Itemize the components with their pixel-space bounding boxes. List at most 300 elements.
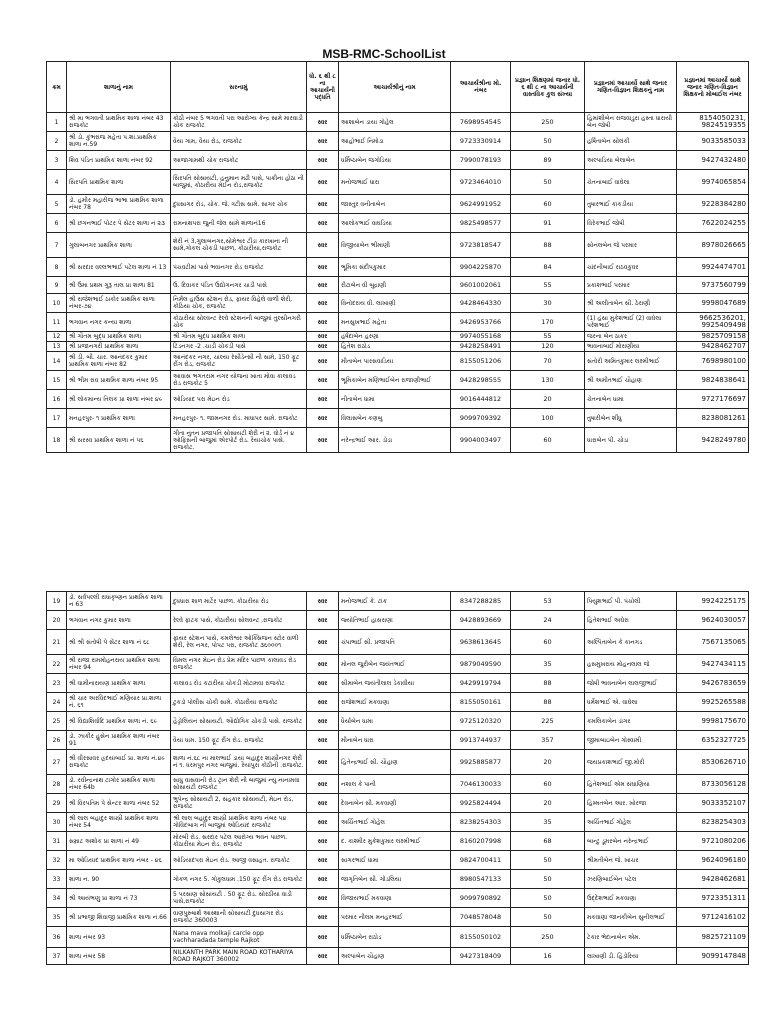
table-cell: 9925265588 <box>677 693 749 712</box>
table-cell: 9033352107 <box>677 794 749 813</box>
table-cell: શ્રી પ્રભાજી શિવાજી પ્રાથમિક શાળા નં.66 <box>67 908 171 927</box>
table-cell: જ્યોતિભાઈ હાસરાણા <box>339 611 451 630</box>
table-row <box>47 233 749 258</box>
table-row <box>47 371 749 390</box>
table-row <box>47 132 749 151</box>
table-cell: મોરબી રોડ. સરદાર પટેલ આરોગ્ય ભવન પાછળ. કોઠારીયા મેઇન રોડ. રાજકોટ <box>171 832 307 851</box>
table-cell: 20 <box>511 794 585 813</box>
table-cell: નિર્મલ હાઉસ સ્ટેશન રોડ, ફાયર વિહેલે વાળી શેરી, કોઠિયા ચોક, રાજકોટ <box>171 294 307 313</box>
table-cell: 100 <box>511 409 585 428</box>
table-cell: 17 <box>47 409 67 428</box>
table-cell: સ્વર <box>307 592 339 611</box>
table-cell: 357 <box>511 731 585 750</box>
table-cell: 60 <box>511 428 585 453</box>
table-cell: સ્વર <box>307 794 339 813</box>
table-cell: સ્વર <box>307 870 339 889</box>
table-cell: 20 <box>511 750 585 775</box>
table-cell: 6352327725 <box>677 731 749 750</box>
table-cell: 37 <box>47 948 67 965</box>
table-cell: શ્રી સરસ્વ પ્રાથમિક શાળા નં ૫૬ <box>67 428 171 453</box>
table-cell: ચાંદનીબાઈ રાઠવકુવર <box>585 258 677 277</box>
table-cell: 12 <box>47 332 67 342</box>
table-cell: આજાગામથી ચોક રાજકોટ <box>171 151 307 170</box>
table-cell: 8155050102 <box>451 927 511 948</box>
table-row <box>47 258 749 277</box>
table-cell: અલ્પાબેન ચૌહાણ <box>339 948 451 965</box>
table-cell: 9033585033 <box>677 132 749 151</box>
table-cell: હૈડ્રોલિયન સોસાયટી. ઔદ્યોગિક ચોકડી પાસે. રાજકોટ <box>171 712 307 731</box>
table-row <box>47 630 749 655</box>
table-cell: જયપ્રકાશભાઈ જી.મોરી <box>585 750 677 775</box>
table-cell: 36 <box>47 927 67 948</box>
table-row <box>47 409 749 428</box>
table-cell: શ્રી રાજા રામમોહનરાય પ્રાથમિક શાળા નંબર 94 <box>67 655 171 674</box>
table-cell: જાસ્તુર વનીતાબેન <box>339 195 451 214</box>
table-cell: કોઠી નંબર 5 ભગવતી પરા આરોગ્ય કેન્દ્ર સામે મારવાડી ચોક રાજકોટ <box>171 113 307 132</box>
table-cell: 9924225175 <box>677 592 749 611</box>
table-cell: 20 <box>511 390 585 409</box>
table-cell: ચંપાભાઈ સી. પ્રજાપતિ <box>339 630 451 655</box>
table-cell: મનહરપુર- ૧ પ્રાથમિક શાળા <box>67 409 171 428</box>
table-cell: કોઠારીયા સોલ્વન્ટ રેલ્વે સ્ટેશનની બાજુમાં તુલ્સીનગરી ચોક <box>171 313 307 332</box>
table-cell: સોનલબેન જે પરમાર <box>585 233 677 258</box>
table-cell: ગીતા નુતન પ્રજાપતિ સોસાયટી શેરી નં ૨. વોર્ડ નં ૪ ઓફિસની બાજુમાં એરપોર્ટ રોડ. રૈયાચોક પાસે. રાજકોટ. <box>171 428 307 453</box>
table-cell: સીમાબેન જયંતીલાલ ડેકાવીયા <box>339 674 451 693</box>
table-cell: 9624991952 <box>451 195 511 214</box>
table-cell: વાણપુરુષાર્થ આસ્થાની સોસાયટી દુધસાગર રોડ રાજકોટ 360003 <box>171 908 307 927</box>
table-cell: ગુલાબનગર પ્રાથમિક શાળા <box>67 233 171 258</box>
table-cell: 55 <box>511 332 585 342</box>
table-cell: 8530626710 <box>677 750 749 775</box>
table-cell: ડો. રવીન્દ્રનાથ ટાગોર પ્રાથમિક શાળા નંબર 64b <box>67 775 171 794</box>
table-cell: શ્રી અલીતાબેન સી. ઠેરાણી <box>585 294 677 313</box>
table-cell: 35 <box>511 655 585 674</box>
table-cell: 24 <box>47 693 67 712</box>
table-cell: 7990078193 <box>451 151 511 170</box>
table-cell: ચેતનાબેન ધામા <box>585 390 677 409</box>
table-cell: 9998175670 <box>677 712 749 731</box>
table-cell: 8155050161 <box>451 693 511 712</box>
table-cell: પિયુશભાઈ પી. પંચોલી <box>585 592 677 611</box>
table-cell: શ્રી રાજેશભાઈ ઠાકોર પ્રાથમિક શાળા નંબર-૭૪ <box>67 294 171 313</box>
table-cell: વિજીયાબેન ભીમાણી <box>339 233 451 258</box>
table-cell: સ્વર <box>307 390 339 409</box>
table-cell: 8238254303 <box>451 813 511 832</box>
table-cell: શ્રી ગૌતમ બુદ્ધ પ્રાથમિક શાળા <box>67 332 171 342</box>
table-cell: 7622024255 <box>677 214 749 233</box>
table-cell: 120 <box>511 342 585 352</box>
table-cell: શ્રી સરદાર વલ્લભભાઈ પટેલ શાળા નં 13 <box>67 258 171 277</box>
table-cell: 88 <box>511 674 585 693</box>
table-cell: 9662536201, 9925409498 <box>677 313 749 332</box>
table-cell: 9925885877 <box>451 750 511 775</box>
table-cell: ઝરણિબાઈબેન પટેલ <box>585 870 677 889</box>
table-body <box>47 592 749 965</box>
table-cell: 60 <box>511 775 585 794</box>
table-cell: 8238081261 <box>677 409 749 428</box>
table-cell: હિતેશ રાઠોડ <box>339 342 451 352</box>
table-cell: 9429919794 <box>451 674 511 693</box>
table-cell: 50 <box>511 870 585 889</box>
table-cell: સ્વર <box>307 332 339 342</box>
school-list-table-page-2 <box>46 591 749 965</box>
table-cell: સ્વર <box>307 927 339 948</box>
table-cell: 9427434115 <box>677 655 749 674</box>
table-cell: 24 <box>511 611 585 630</box>
table-cell: 9721080206 <box>677 832 749 851</box>
column-header: પ્રજ્ઞાનમાં આચાર્યો સાથે જનાર ગણિત-વિજ્ઞાન શિક્ષકનો મોબાઈલ નંબર <box>677 62 749 113</box>
table-cell: 8347288285 <box>451 592 511 611</box>
table-cell: 9016444812 <box>451 390 511 409</box>
table-cell: આશાબેન ડાયા ગોહેલ <box>339 113 451 132</box>
table-row <box>47 794 749 813</box>
table-cell: સ્વર <box>307 750 339 775</box>
table-row <box>47 277 749 294</box>
table-cell: 5 <box>47 195 67 214</box>
table-cell: ગોકળ નગર 5. ગોકુલધામ .150 ફૂટ રીંગ રોડ રાજકોટ <box>171 870 307 889</box>
table-cell: સ્વર <box>307 170 339 195</box>
column-header: ક્રમ <box>47 62 67 113</box>
table-cell: શ્રી લાલ બહાદુર શાસ્ત્રી પ્રાથમિક શાળા નંબર 54 <box>67 813 171 832</box>
table-row <box>47 342 749 352</box>
table-row <box>47 195 749 214</box>
table-cell: 55 <box>511 277 585 294</box>
table-cell: દ. કાશ્મીર મુકેશકુમાર લક્ષ્મીભાઈ <box>339 832 451 851</box>
table-cell: 9723330914 <box>451 132 511 151</box>
table-cell: શ્રી આયંભણુ પ્રા શાળા નં 73 <box>67 889 171 908</box>
table-cell: 250 <box>511 927 585 948</box>
column-header: ધો. ૬ થી ૮ ના આચાર્યની પદ્ધતિ <box>307 62 339 113</box>
table-cell: 18 <box>47 428 67 453</box>
table-cell: 1 <box>47 113 67 132</box>
table-row <box>47 908 749 927</box>
table-cell: ભૂમિકા સંદીપકુમાર <box>339 258 451 277</box>
table-cell: 31 <box>47 832 67 851</box>
table-cell: સ્વર <box>307 630 339 655</box>
table-row <box>47 170 749 195</box>
table-cell: સ્વર <box>307 832 339 851</box>
table-row <box>47 428 749 453</box>
table-row <box>47 294 749 313</box>
table-cell: 33 <box>47 870 67 889</box>
table-cell: 7048578048 <box>451 908 511 927</box>
table-cell: 14 <box>47 352 67 371</box>
table-cell: શ્રી વિરપતિમ પે સેન્ટર શાળા નંબર 52 <box>67 794 171 813</box>
table-cell: 84 <box>511 258 585 277</box>
table-cell: NILKANTH PARK MAIN ROAD KOTHARIYA ROAD RAJKOT 360002 <box>171 948 307 965</box>
table-cell: સ્વર <box>307 889 339 908</box>
table-cell: શ્રી લોકમાન્ય તિલક પ્રા શાળા નંબર ૪૯ <box>67 390 171 409</box>
table-cell: 9428893669 <box>451 611 511 630</box>
table-cell: 23 <box>47 674 67 693</box>
table-cell: 19 <box>47 592 67 611</box>
table-cell: સ્વર <box>307 428 339 453</box>
table-row <box>47 592 749 611</box>
table-cell: શ્રી ઉમા પ્રથમ ગુરૂ તાલ પ્રા શાળા 81 <box>67 277 171 294</box>
table-cell: 7 <box>47 233 67 258</box>
table-cell: સ્વર <box>307 113 339 132</box>
table-cell: 8155051206 <box>451 352 511 371</box>
table-cell: 26 <box>47 731 67 750</box>
table-cell: સ્વર <box>307 712 339 731</box>
table-cell: 8 <box>47 258 67 277</box>
table-cell: મનસુખભાઈ મહેતા <box>339 313 451 332</box>
table-row <box>47 927 749 948</box>
table-cell: 16 <box>511 948 585 965</box>
table-cell: દુધસાગર રોડ, ચોક. જે. ત્રટીસ સામે. સાગર ચોક <box>171 195 307 214</box>
table-cell: 8154050231, 9824519355 <box>677 113 749 132</box>
table-cell: સ્વર <box>307 813 339 832</box>
column-header: પ્રજ્ઞાનમાં આચાર્યો સાથે જનાર ગણિત-વિજ્ઞાન શિક્ષકનું નામ <box>585 62 677 113</box>
table-cell: 21 <box>47 630 67 655</box>
table-cell: 9 <box>47 277 67 294</box>
school-list-table-page-1 <box>46 61 749 453</box>
table-cell: 7046130033 <box>451 775 511 794</box>
table-cell: 9428462707 <box>677 342 749 352</box>
table-cell: જાગૃતિબેન સી. ગોંડલિયા <box>339 870 451 889</box>
table-cell: સ્વર <box>307 258 339 277</box>
table-cell: 25 <box>47 712 67 731</box>
table-cell: 34 <box>47 889 67 908</box>
table-cell: વિલાસબેન કણબુ <box>339 409 451 428</box>
table-cell: સ્વર <box>307 151 339 170</box>
table-cell: વિરેકભાઈ જોષી <box>585 214 677 233</box>
table-cell: નીતાબેન ધામા <box>339 390 451 409</box>
table-cell: 9428464330 <box>451 294 511 313</box>
table-row <box>47 151 749 170</box>
table-cell: 29 <box>47 794 67 813</box>
table-cell: 60 <box>511 630 585 655</box>
table-cell: આલોકભાઈ વાઘડિયા <box>339 214 451 233</box>
table-cell: 9099790892 <box>451 889 511 908</box>
table-row <box>47 352 749 371</box>
table-row <box>47 813 749 832</box>
table-row <box>47 313 749 332</box>
table-cell: હર્ષિતાબેન સોલંકી <box>585 132 677 151</box>
table-cell: 16 <box>47 390 67 409</box>
table-cell: જરના બેન ઠાકર <box>585 332 677 342</box>
header-row <box>47 62 749 113</box>
table-cell: મનોજભાઈ ધારા <box>339 170 451 195</box>
table-row <box>47 390 749 409</box>
table-cell: ભાવનાબાઈ મોરાણીયા <box>585 342 677 352</box>
table-cell: 9638613645 <box>451 630 511 655</box>
table-cell: શ્રી ડો. કુંભરાજ મહેતા પ.શા.પ્રાથમિક શાળા ન.59 <box>67 132 171 151</box>
table-cell: 9725120320 <box>451 712 511 731</box>
table-cell: રામનાથપરા જુની જેલ સામે શાળાનં16 <box>171 214 307 233</box>
table-cell: હિતેશભાઈ એમ સંઘાણિયા <box>585 775 677 794</box>
table-cell: ધારાબેન પી. ચોડા <box>585 428 677 453</box>
table-cell: શ્રી લાલ બહાદુર શાસ્ત્રી પ્રાથમિક શાળા નંબર ૫૪ ગોવિંદબાગ ની બાજુમાં ઓડિયાદ રાજકોટ <box>171 813 307 832</box>
table-cell: સ્વર <box>307 674 339 693</box>
column-header: પ્રજ્ઞાન શિક્ષણમાં જનાર ધો. ૬ થી ૮ ના આચાર્યની વાસ્તવિક કુલ સંખ્યા <box>511 62 585 113</box>
table-cell: સ્વર <box>307 277 339 294</box>
table-cell: શ્રી ગૌતમ બુદ્ધ પ્રાથમિક શાળા <box>171 332 307 342</box>
column-header: સરનામું <box>171 62 307 113</box>
table-cell: 9723818547 <box>451 233 511 258</box>
table-cell: સ્વર <box>307 294 339 313</box>
table-cell: નરેન્દ્રભાઈ આર. ડોડા <box>339 428 451 453</box>
table-cell: 9428258491 <box>451 342 511 352</box>
table-cell: તુષારીબેન શીંધુ <box>585 409 677 428</box>
table-row <box>47 674 749 693</box>
table-cell: 9427432480 <box>677 151 749 170</box>
table-cell: 9904225870 <box>451 258 511 277</box>
table-cell: 9723351311 <box>677 889 749 908</box>
table-cell: સ્વર <box>307 342 339 352</box>
table-cell: સ્વર <box>307 371 339 390</box>
table-cell: 11 <box>47 313 67 332</box>
table-cell: 28 <box>47 775 67 794</box>
table-cell: 225 <box>511 712 585 731</box>
table-cell: દુધધારા શાળ માર્ટેર પાછળ. કોઠારીયા રોડ <box>171 592 307 611</box>
table-cell: સ્વર <box>307 731 339 750</box>
table-cell: ભૂમિકાબેન મણિભાઈબેન રાજાણીભાઈ <box>339 371 451 390</box>
table-cell: સ્વર <box>307 195 339 214</box>
table-cell: હિતેશભાઈ અઘેરા <box>585 611 677 630</box>
table-cell: મોનલ જુરીબેન જયંતભાઈ <box>339 655 451 674</box>
table-cell: મીનાબેન ધારા <box>339 731 451 750</box>
table-cell: 4 <box>47 170 67 195</box>
table-cell: 9998047689 <box>677 294 749 313</box>
column-header: આચાર્યશ્રીના મો. નંબર <box>451 62 511 113</box>
table-cell: આનંદકર નગર, ચાલ્યા રેસીડેન્સી ની સામે, 150 ફૂટ રીંગ રોડ, રાજકોટ <box>171 352 307 371</box>
table-cell: રેલ્વે ફાટક પાસે, કોઠારીયા સોલવન્ટ ,રાજકોટ <box>171 611 307 630</box>
table-cell: 9228384280 <box>677 195 749 214</box>
table-cell: શાળા નંબર 93 <box>67 927 171 948</box>
table-cell: સાગરભાઈ ધામા <box>339 851 451 870</box>
table-cell: Nana mava molkaji carcle opp vachharadada temple Rajkot <box>171 927 307 948</box>
table-cell: 50 <box>511 908 585 927</box>
table-cell: શ્રી અમીતભાઈ ચૌહાણ <box>585 371 677 390</box>
table-cell: શ્રી ડી. બી. ચાર. આનંદકર કુમાર પ્રાથમિક શાળા નંબર 82 <box>67 352 171 371</box>
table-cell: ફાયર સ્ટેશન પાસે, કમલેશ્વર ઓક્સિજન સ્ટોર વાળી શેરી, રેલ નગર, પોપટ પરા, રાજકોટ ૩૬૦૦૦૧ <box>171 630 307 655</box>
table-cell: ભગવાન નગર કુમાર શાળા <box>67 611 171 630</box>
table-row <box>47 332 749 342</box>
table-cell: શ્રી મા ભગવતી પ્રાથમિક શાળા નંબર 43 રાજકોટ <box>67 113 171 132</box>
table-cell: હર્ષદાબેન હરણા <box>339 332 451 342</box>
table-cell: અર્ચિતભાઈ ગોહેલ <box>339 813 451 832</box>
table-cell: 9727176697 <box>677 390 749 409</box>
table-cell: વિમલ નગર મેઇન રોડ પ્રેમ મંદિર પાછળ કાલાવડ રોડ રાજકોટ <box>171 655 307 674</box>
table-cell: 70 <box>511 352 585 371</box>
table-row <box>47 832 749 851</box>
table-cell: સ્વર <box>307 948 339 965</box>
table-cell: 22 <box>47 655 67 674</box>
table-cell: તુષારભાઈ કાકડીયા <box>585 195 677 214</box>
table-cell: 5 પરસાણ સોસાયટી . 50 ફૂટ રોડ. સોરઠીયા વાડી પાસે,રાજકોટ <box>171 889 307 908</box>
table-cell: 9825709158 <box>677 332 749 342</box>
table-cell: પંચવટીમાં પાસે ભવાનગર રોડ રાજકોટ <box>171 258 307 277</box>
table-cell: 8160207998 <box>451 832 511 851</box>
table-cell: ડો. સર્વપલ્લી રાધાકૃષ્ણન પ્રાથમિક શાળા ન 63 <box>67 592 171 611</box>
table-cell: 50 <box>511 851 585 870</box>
table-cell: 8980547133 <box>451 870 511 889</box>
table-cell: 9624030057 <box>677 611 749 630</box>
table-cell: 9825721109 <box>677 927 749 948</box>
table-cell: 3 <box>47 151 67 170</box>
table-cell: 13 <box>47 342 67 352</box>
table-cell: સિરપતિ પ્રાથમિક શાળા <box>67 170 171 195</box>
table-cell: કમલિકાબેન ડાંગર <box>585 712 677 731</box>
table-cell: 91 <box>511 214 585 233</box>
table-cell: 7698980100 <box>677 352 749 371</box>
table-cell: 9428298555 <box>451 371 511 390</box>
table-cell: 20 <box>47 611 67 630</box>
table-cell: 9879049590 <box>451 655 511 674</box>
table-row <box>47 948 749 965</box>
table-cell: 9428462681 <box>677 870 749 889</box>
table-cell: સ્વર <box>307 214 339 233</box>
table-cell: શ્રી પ્રજાનગરી પ્રાથમિક શાળા <box>67 342 171 352</box>
table-cell: સ્વર <box>307 611 339 630</box>
table-cell: મનહરપુર- ૧. જામનગર રોડ. માધાપર સામે. રાજકોટ <box>171 409 307 428</box>
table-cell: શ્રી વિદ્યાશિર્વાદિ પ્રાથમિક શાળા નં. ૬૯ <box>67 712 171 731</box>
table-cell: 9099709392 <box>451 409 511 428</box>
table-cell: 88 <box>511 693 585 712</box>
column-header: શાળાનું નામ <box>67 62 171 113</box>
table-cell: સ્વર <box>307 313 339 332</box>
table-cell: 170 <box>511 313 585 332</box>
table-cell: પ્રકાશભાઈ પરમાર <box>585 277 677 294</box>
table-cell: શ્રી વીરસાવર હ્રદયાબાઈ પ્રા. શાળા નં.૪૯ રાજકોટ <box>67 750 171 775</box>
table-cell: ભુપેન્દ્ર સોસાયટી 2, સહકાર સોસાયટી, મેઇન રોડ, રાજકોટ <box>171 794 307 813</box>
table-cell: 68 <box>511 832 585 851</box>
table-cell: દેવનાબેન સી. મકવાણી <box>339 794 451 813</box>
table-cell: વિજાયભાઈ મકવાણા <box>339 889 451 908</box>
table-cell: 9825498577 <box>451 214 511 233</box>
table-cell: જીમાબાઇબેન ગોસ્વામી <box>585 731 677 750</box>
table-cell: 35 <box>47 908 67 927</box>
table-cell: 35 <box>511 813 585 832</box>
table-cell: ટુકડો પોલીસ ચોકી સામે. કોઠારીયા રાજકોટ <box>171 693 307 712</box>
table-cell: 9624096180 <box>677 851 749 870</box>
table-cell: હિતેન્દ્રભાઈ સી. ચૌહાણ <box>339 750 451 775</box>
table-cell: શ્રી વામીનારાયણ પ્રાથમિક શાળા <box>67 674 171 693</box>
table-cell: વૈયા ગામ, વૈયા રોડ, રાજકોટ <box>171 132 307 151</box>
table-cell: 130 <box>511 371 585 390</box>
table-body <box>47 113 749 453</box>
table-row <box>47 712 749 731</box>
table-row <box>47 214 749 233</box>
table-cell: શ્રી ચાર અરવિંદભાઈ મણિયાર પ્રા.શાળા નં. ૬૧ <box>67 693 171 712</box>
table-cell: સ્વર <box>307 409 339 428</box>
table-cell: ધર્મિષ્ઠાબેન રાઠોડ <box>339 927 451 948</box>
table-cell: 9723464010 <box>451 170 511 195</box>
table-cell: 9824700411 <box>451 851 511 870</box>
table-cell: કાલાવડ રોડ કટારીયા ચોકડી મોટામવા રાજકોટ <box>171 674 307 693</box>
table-cell: 32 <box>47 851 67 870</box>
table-cell: અલ્પાડિયા બેલાબેન <box>585 151 677 170</box>
table-cell: રીટાબેન વી બુદ્રાણી <box>339 277 451 294</box>
table-row <box>47 655 749 674</box>
table-cell: 60 <box>511 195 585 214</box>
table-cell: ઉ. દિવાકર પંડિત ઉદ્યોગનગર ચાડી પાસે <box>171 277 307 294</box>
table-row <box>47 775 749 794</box>
table-cell: આહોભાઈ નિમોડા <box>339 132 451 151</box>
table-cell: બાન્ટુ ડૂમરબેન નરેન્દ્રભાઈ <box>585 832 677 851</box>
table-cell: હસમુખરાય મોહનલાલ જે <box>585 655 677 674</box>
table-cell: હિમાંશીબેન રાજવાડુરા હસ્તા ધારાયી બેન જોષી <box>585 113 677 132</box>
table-cell: 250 <box>511 113 585 132</box>
table-cell: સિરપતિ સોસાયટી, હનુમાન મઢી પાસે, પાક્રીના હોઠા ની બાજુમાં, કોઠારીયા મેઈન રોડ,રાજકોટ <box>171 170 307 195</box>
table-cell: વિનોદરાય વી. લાખાણી <box>339 294 451 313</box>
table-cell: સ્વર <box>307 233 339 258</box>
table-cell: ઉદ્દેશભાઈ મકવાણા <box>585 889 677 908</box>
table-cell: સ્વર <box>307 132 339 151</box>
table-cell: હિમ્મતબેન આર. ખોરજા <box>585 794 677 813</box>
table-row <box>47 731 749 750</box>
